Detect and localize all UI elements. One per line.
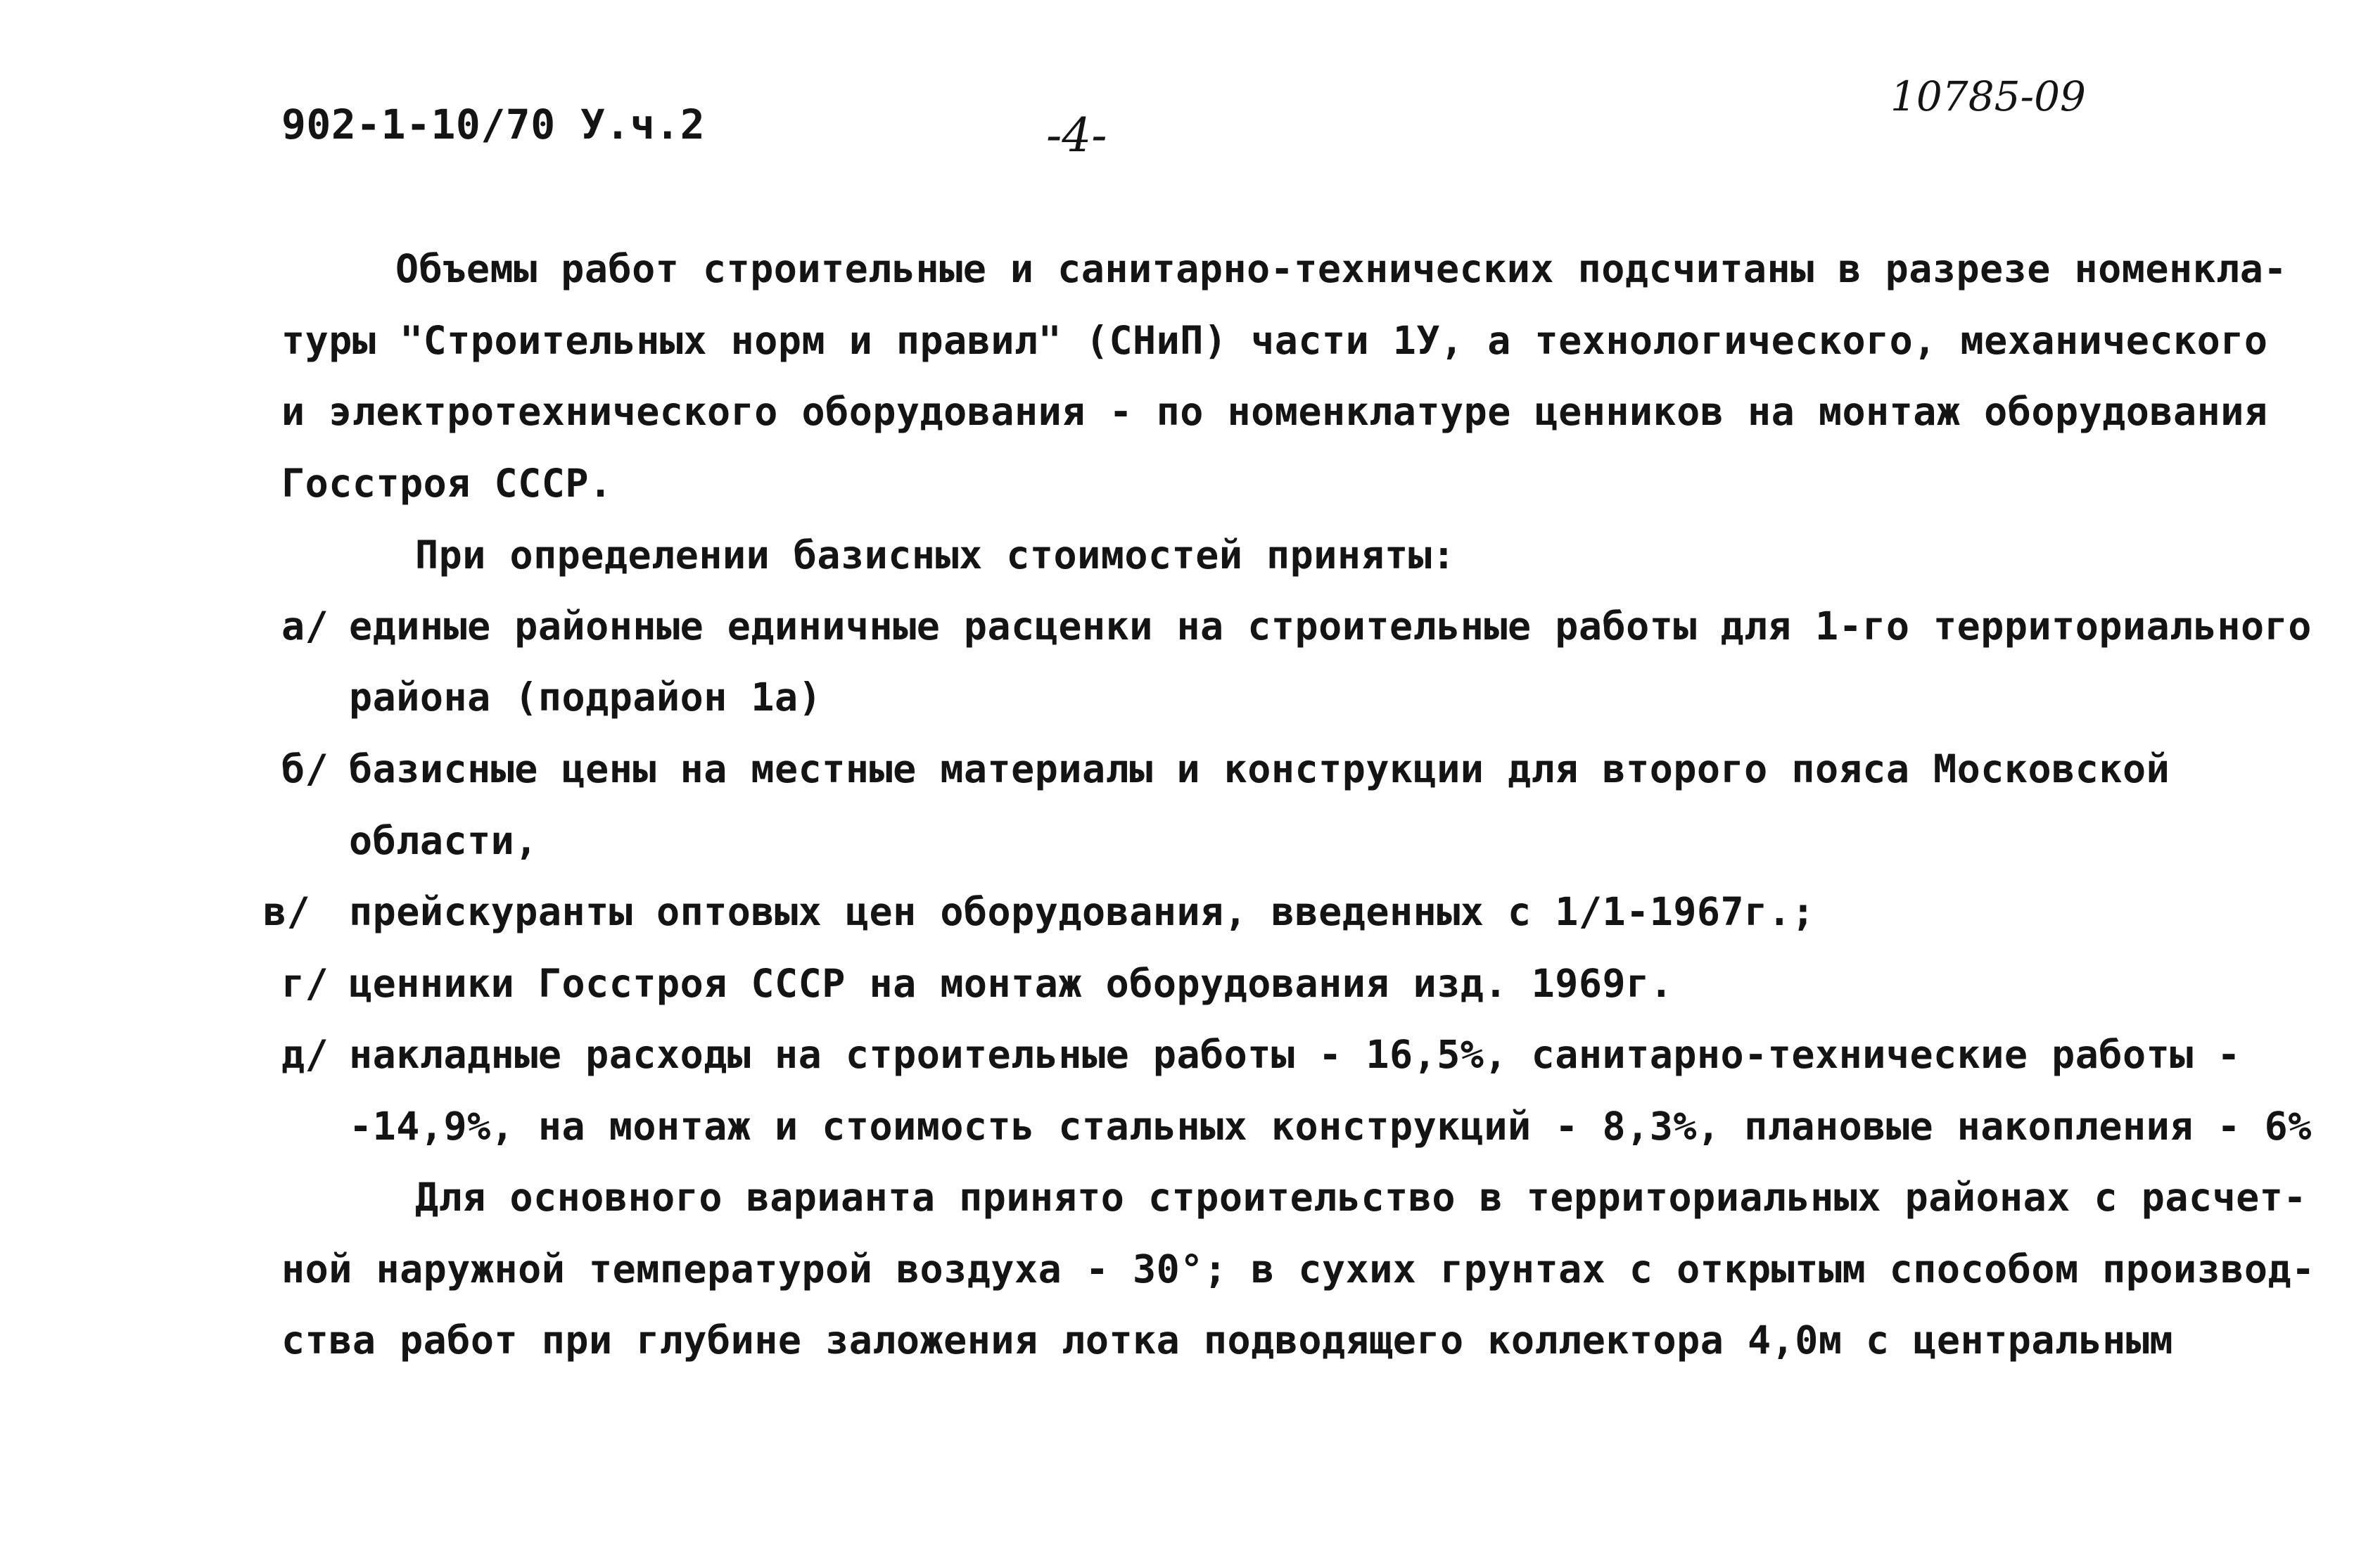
- list-marker: б/: [281, 746, 329, 791]
- archive-number: 10785-09: [1890, 72, 2086, 120]
- list-item-line: области,: [349, 818, 538, 863]
- list-marker: а/: [281, 604, 329, 649]
- paragraph-line: и электротехнического оборудования - по номенклатуре ценников на монтаж оборудования: [281, 389, 2268, 434]
- list-item-line: района (подрайон 1а): [349, 675, 822, 720]
- list-item-line: -14,9%, на монтаж и стоимость стальных конструкций - 8,3%, плановые накопления - 6%: [349, 1104, 2312, 1149]
- paragraph-intro: При определении базисных стоимостей приняты:: [415, 533, 1456, 578]
- paragraph-line: ной наружной температурой воздуха - 30°; в сухих грунтах с открытым способом производ-: [281, 1247, 2315, 1292]
- paragraph-line: ства работ при глубине заложения лотка подводящего коллектора 4,0м с центральным: [281, 1318, 2174, 1363]
- list-item-line: единые районные единичные расценки на строительные работы для 1-го территориального: [349, 604, 2312, 649]
- paragraph-line: Для основного варианта принято строительство в территориальных районах с расчет-: [415, 1175, 2308, 1220]
- paragraph-line: туры "Строительных норм и правил" (СНиП) части 1У, а технологического, механического: [281, 318, 2268, 363]
- list-marker: г/: [281, 961, 329, 1006]
- list-item-line: ценники Госстроя СССР на монтаж оборудования изд. 1969г.: [349, 961, 1674, 1006]
- document-code: 902-1-10/70 У.ч.2: [281, 101, 706, 148]
- list-marker: в/: [263, 889, 311, 934]
- paragraph-line: Объемы работ строительные и санитарно-технических подсчитаны в разрезе номенкла-: [395, 246, 2288, 291]
- list-item-line: базисные цены на местные материалы и конструкции для второго пояса Московской: [349, 746, 2170, 791]
- list-item-line: прейскуранты оптовых цен оборудования, введенных с 1/1-1967г.;: [349, 889, 1815, 934]
- list-item-line: накладные расходы на строительные работы - 16,5%, санитарно-технические работы -: [349, 1032, 2241, 1077]
- paragraph-line: Госстроя СССР.: [281, 461, 613, 506]
- list-marker: д/: [281, 1032, 329, 1077]
- page-number: -4-: [1046, 108, 1107, 162]
